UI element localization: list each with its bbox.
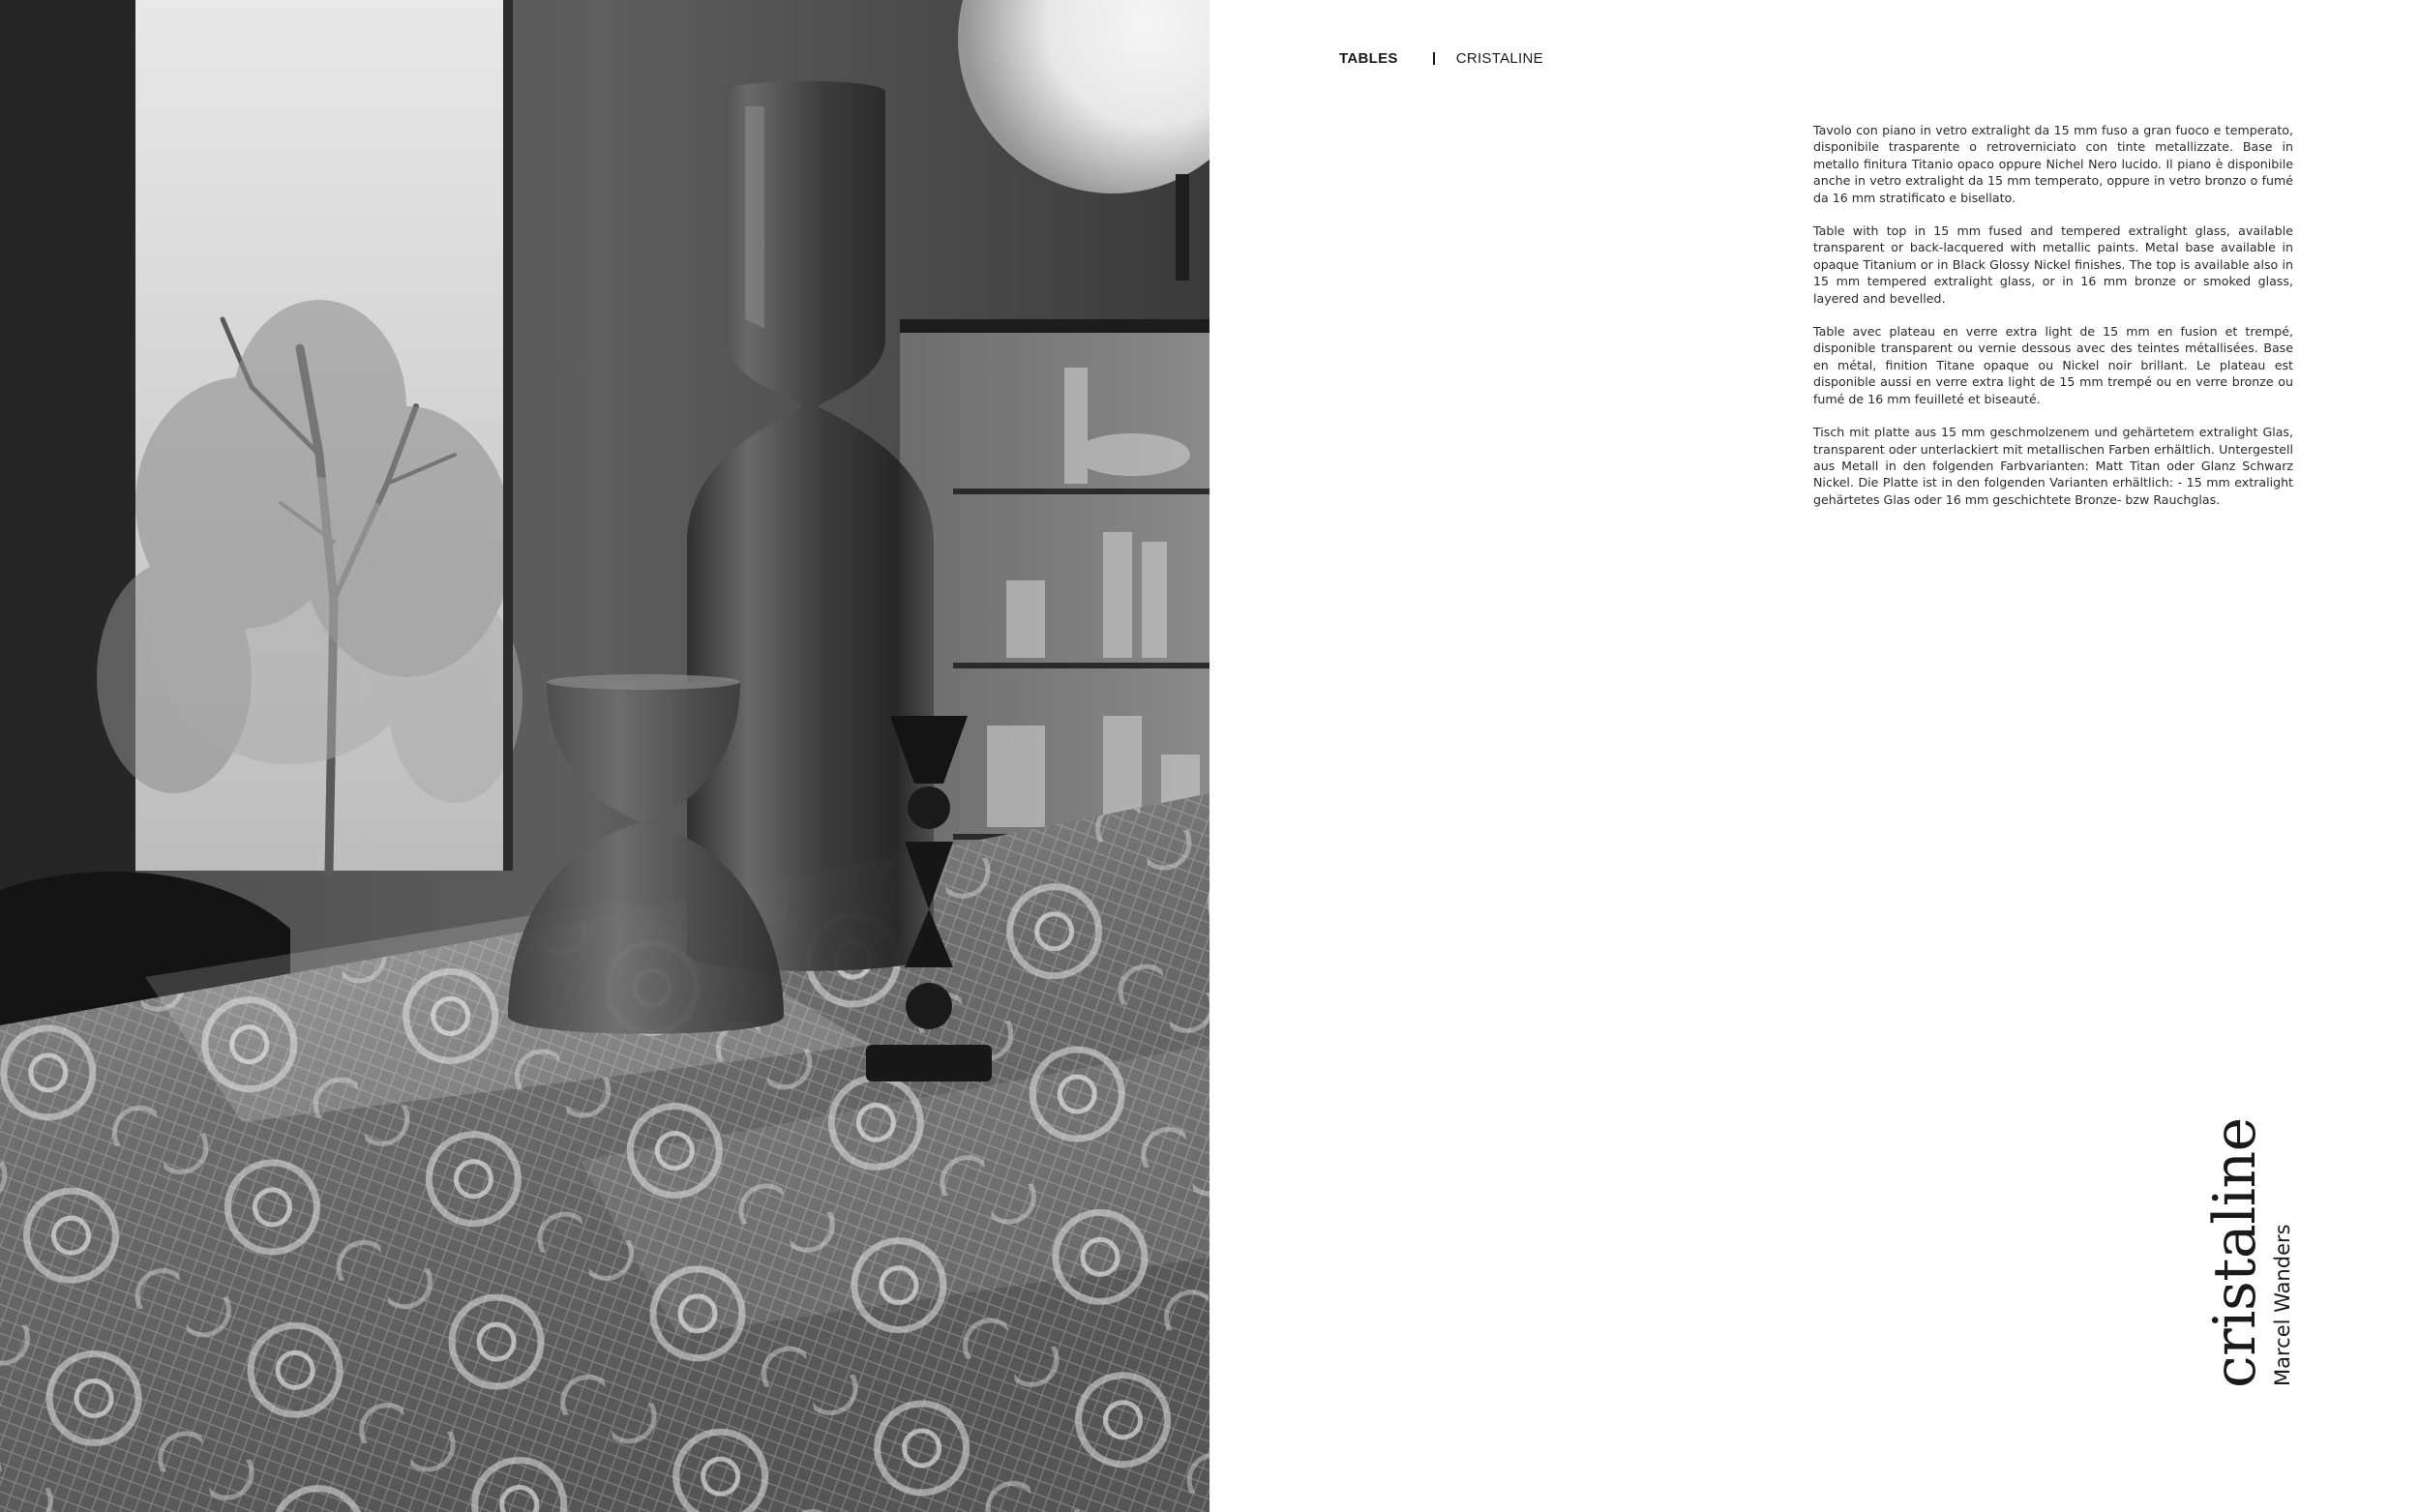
- product-title-block: [2201, 1069, 2269, 1388]
- designer-name: Marcel Wanders: [2271, 1224, 2294, 1386]
- product-title: cristaline: [2201, 1117, 2269, 1388]
- designer-block: [2270, 1069, 2295, 1388]
- section-label: TABLES: [1339, 49, 1398, 67]
- description-german: Tisch mit platte aus 15 mm geschmolzenem und gehärtetem extralight Glas, transparent oder unterlackiert mit metallischen Farben erhältlich. Untergestell aus Metall in den folgenden Farbvarianten: Matt Titan oder Glanz Schwarz Nickel. Die Platte ist in den folgenden Varianten erhältlich: - 15 mm extralight gehärtetes Glas oder 16 mm geschichtete Bronze- bzw Rauchglas.: [1813, 425, 2293, 507]
- description-english: Table with top in 15 mm fused and tempered extralight glass, available transparent or back-lacquered with metallic paints. Metal base available in opaque Titanium or in Black Glossy Nickel finishes. The top is available also in 15 mm tempered extralight glass, or in 16 mm bronze or smoked glass, layered and bevelled.: [1813, 223, 2293, 306]
- product-label: CRISTALINE: [1455, 49, 1543, 67]
- header-divider: [1433, 52, 1435, 65]
- page-header: [1339, 48, 1543, 68]
- description-french: Table avec plateau en verre extra light de 15 mm en fusion et trempé, disponible transparent ou vernie dessous avec des teintes métallisées. Base en métal, finition Titane opaque ou Nickel noir brillant. Le plateau est disponible aussi en verre extra light de 15 mm trempé ou en verre bronze ou fumé de 16 mm feuilleté et biseauté.: [1813, 324, 2293, 406]
- description-italian: Tavolo con piano in vetro extralight da 15 mm fuso a gran fuoco e temperato, disponibile trasparente o retroverniciato con tinte metallizzate. Base in metallo finitura Titanio opaco oppure Nichel Nero lucido. Il piano è disponibile anche in vetro extralight da 15 mm temperato, oppure in vetro bronzo o fumé da 16 mm stratificato e bisellato.: [1813, 123, 2293, 205]
- product-description: [1813, 122, 2293, 524]
